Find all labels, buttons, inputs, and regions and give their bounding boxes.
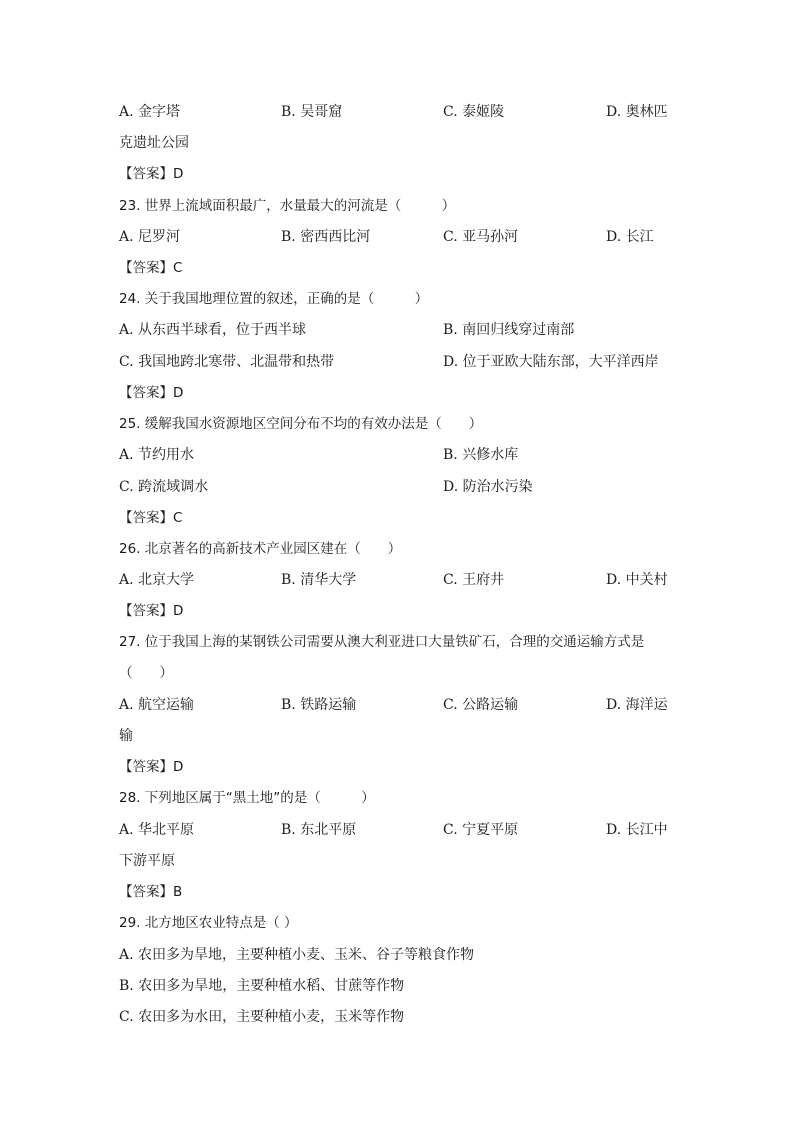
q22-option-b: B. 吴哥窟 bbox=[281, 104, 343, 120]
q26-option-b: B. 清华大学 bbox=[281, 572, 357, 588]
q26-option-d: D. 中关村 bbox=[606, 572, 668, 588]
q22-option-a: A. 金字塔 bbox=[119, 104, 181, 120]
q25-option-a: A. 节约用水 bbox=[119, 447, 195, 463]
q28-options bbox=[119, 820, 675, 840]
q27-option-b: B. 铁路运输 bbox=[281, 697, 357, 713]
q24-option-b: B. 南回归线穿过南部 bbox=[443, 322, 575, 338]
q28-option-d: D. 长江中 bbox=[606, 822, 668, 838]
q28-option-b: B. 东北平原 bbox=[281, 822, 357, 838]
q22-option-d-wrap: 克遗址公园 bbox=[119, 135, 189, 151]
q28-option-d-wrap: 下游平原 bbox=[119, 853, 175, 869]
q23-stem: 23. 世界上流域面积最广，水量最大的河流是（ ） bbox=[119, 198, 456, 214]
q29-stem: 29. 北方地区农业特点是（ ） bbox=[119, 915, 298, 931]
q24-options-row2 bbox=[119, 352, 675, 372]
q29-option-a: A. 农田多为旱地，主要种植小麦、玉米、谷子等粮食作物 bbox=[119, 947, 475, 963]
q27-option-d-wrap: 输 bbox=[119, 728, 133, 744]
q27-stem: 27. 位于我国上海的某钢铁公司需要从澳大利亚进口大量铁矿石，合理的交通运输方式是 bbox=[119, 634, 645, 650]
q29-option-b: B. 农田多为旱地，主要种植水稻、甘蔗等作物 bbox=[119, 978, 405, 994]
q23-option-c: C. 亚马孙河 bbox=[443, 229, 519, 245]
q28-option-c: C. 宁夏平原 bbox=[443, 822, 519, 838]
q24-option-a: A. 从东西半球看，位于西半球 bbox=[119, 322, 307, 338]
q28-answer: 【答案】B bbox=[119, 884, 183, 900]
q25-options-row1 bbox=[119, 445, 675, 465]
q29-option-c: C. 农田多为水田，主要种植小麦，玉米等作物 bbox=[119, 1009, 405, 1025]
q23-options bbox=[119, 227, 675, 247]
q26-answer: 【答案】D bbox=[119, 603, 184, 619]
q27-option-d: D. 海洋运 bbox=[606, 697, 668, 713]
q27-option-c: C. 公路运输 bbox=[443, 697, 519, 713]
q23-option-d: D. 长江 bbox=[606, 229, 654, 245]
q23-option-b: B. 密西西比河 bbox=[281, 229, 371, 245]
q22-option-c: C. 泰姬陵 bbox=[443, 104, 505, 120]
q22-options bbox=[119, 102, 675, 122]
q25-option-d: D. 防治水污染 bbox=[443, 479, 533, 495]
q27-stem-wrap: （ ） bbox=[119, 665, 173, 681]
q23-option-a: A. 尼罗河 bbox=[119, 229, 181, 245]
q27-options bbox=[119, 695, 675, 715]
q24-stem: 24. 关于我国地理位置的叙述，正确的是（ ） bbox=[119, 291, 429, 307]
q26-option-a: A. 北京大学 bbox=[119, 572, 195, 588]
q25-stem: 25. 缓解我国水资源地区空间分布不均的有效办法是（ ） bbox=[119, 416, 483, 432]
q27-answer: 【答案】D bbox=[119, 759, 184, 775]
q23-answer: 【答案】C bbox=[119, 260, 183, 276]
q26-option-c: C. 王府井 bbox=[443, 572, 505, 588]
q22-answer: 【答案】D bbox=[119, 166, 184, 182]
q28-option-a: A. 华北平原 bbox=[119, 822, 195, 838]
q22-option-d: D. 奥林匹 bbox=[606, 104, 668, 120]
q25-option-b: B. 兴修水库 bbox=[443, 447, 519, 463]
q25-answer: 【答案】C bbox=[119, 510, 183, 526]
q24-option-d: D. 位于亚欧大陆东部，大平洋西岸 bbox=[443, 354, 659, 370]
q27-option-a: A. 航空运输 bbox=[119, 697, 195, 713]
q25-options-row2 bbox=[119, 477, 675, 497]
q24-option-c: C. 我国地跨北寒带、北温带和热带 bbox=[119, 354, 335, 370]
q25-option-c: C. 跨流域调水 bbox=[119, 479, 209, 495]
q28-stem: 28. 下列地区属于“黑土地”的是（ ） bbox=[119, 790, 375, 806]
q26-options bbox=[119, 570, 675, 590]
q24-options-row1 bbox=[119, 320, 675, 340]
q26-stem: 26. 北京著名的高新技术产业园区建在（ ） bbox=[119, 541, 402, 557]
q24-answer: 【答案】D bbox=[119, 385, 184, 401]
